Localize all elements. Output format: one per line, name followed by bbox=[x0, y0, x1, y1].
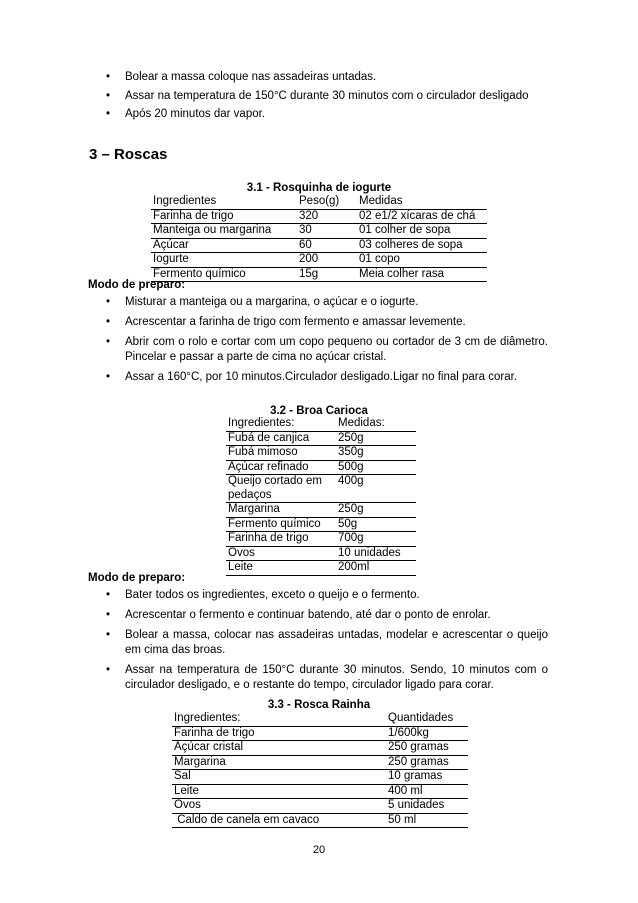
table-cell: Meia colher rasa bbox=[357, 267, 487, 282]
bullet-icon: • bbox=[106, 296, 111, 308]
list-item bbox=[88, 608, 548, 623]
list-item-text: Assar a 160°C, por 10 minutos.Circulador desligado.Ligar no final para corar. bbox=[125, 371, 517, 383]
table-row bbox=[226, 546, 416, 561]
method-heading: Modo de preparo: bbox=[88, 572, 186, 584]
bullet-icon: • bbox=[106, 589, 111, 601]
table-cell: 200 bbox=[297, 253, 357, 268]
recipe-title: 3.3 - Rosca Rainha bbox=[267, 699, 371, 711]
list-item-text: Misturar a manteiga ou a margarina, o açúcar e o iogurte. bbox=[125, 296, 419, 308]
recipe-title: 3.2 - Broa Carioca bbox=[270, 405, 368, 417]
table-header-row bbox=[172, 712, 468, 726]
table-row bbox=[226, 446, 416, 461]
table-row bbox=[226, 517, 416, 532]
section-title: 3 – Roscas bbox=[89, 146, 168, 163]
table-row bbox=[172, 726, 468, 741]
list-item-text: Assar na temperatura de 150°C durante 30 minutos com o circulador desligado bbox=[125, 89, 529, 102]
list-item-text: Bater todos os ingredientes, exceto o queijo e o fermento. bbox=[125, 589, 420, 601]
table-header-cell: Quantidades bbox=[386, 712, 468, 726]
bullet-icon: • bbox=[106, 629, 111, 641]
ingredients-table-3-1 bbox=[151, 195, 487, 282]
table-row bbox=[172, 799, 468, 814]
table-cell: 03 colheres de sopa bbox=[357, 238, 487, 253]
ingredients-table-3-3 bbox=[172, 712, 468, 828]
table-cell: Fermento químico bbox=[226, 517, 336, 532]
table-cell: 60 bbox=[297, 238, 357, 253]
bullet-icon: • bbox=[106, 336, 111, 348]
table-cell: 10 gramas bbox=[386, 770, 468, 785]
table-header-cell: Ingredientes bbox=[151, 195, 297, 209]
table-cell: Queijo cortado em pedaços bbox=[226, 475, 336, 503]
list-item bbox=[88, 107, 548, 122]
table-cell: Farinha de trigo bbox=[226, 532, 336, 547]
list-item-text: Abrir com o rolo e cortar com um copo pequeno ou cortador de 3 cm de diâmetro. Pincelar e passar a parte de cima no açúcar cristal. bbox=[125, 336, 548, 363]
list-item-text: Assar na temperatura de 150°C durante 30 minutos. Sendo, 10 minutos com o circulador desligado, e o restante do tempo, circulador ligado para corar. bbox=[125, 664, 548, 691]
table-row bbox=[226, 475, 416, 503]
table-cell: Ovos bbox=[226, 546, 336, 561]
table-cell: Caldo de canela em cavaco bbox=[172, 813, 386, 828]
table-row bbox=[151, 224, 487, 239]
table-cell: 01 colher de sopa bbox=[357, 224, 487, 239]
table-header-row bbox=[151, 195, 487, 209]
table-cell: 400 ml bbox=[386, 784, 468, 799]
table-cell: Leite bbox=[172, 784, 386, 799]
table-cell: Açúcar bbox=[151, 238, 297, 253]
table-cell: 250g bbox=[336, 503, 416, 518]
table-cell: Ovos bbox=[172, 799, 386, 814]
list-item-text: Bolear a massa, colocar nas assadeiras untadas, modelar e acrescentar o queijo em cima das broas. bbox=[125, 629, 548, 656]
table-cell: Sal bbox=[172, 770, 386, 785]
table-cell: 250 gramas bbox=[386, 755, 468, 770]
table-cell: Fubá de canjica bbox=[226, 431, 336, 446]
list-item bbox=[88, 588, 548, 603]
table-cell: Manteiga ou margarina bbox=[151, 224, 297, 239]
table-row bbox=[226, 460, 416, 475]
table-cell: 700g bbox=[336, 532, 416, 547]
table-row bbox=[151, 253, 487, 268]
bullet-icon: • bbox=[106, 664, 111, 676]
bullet-icon: • bbox=[106, 89, 111, 102]
table-cell: 1/600kg bbox=[386, 726, 468, 741]
intro-bullet-list bbox=[88, 70, 548, 126]
table-cell: 10 unidades bbox=[336, 546, 416, 561]
table-cell: 320 bbox=[297, 209, 357, 224]
table-header-cell: Medidas: bbox=[336, 417, 416, 431]
table-row bbox=[172, 813, 468, 828]
table-cell: Iogurte bbox=[151, 253, 297, 268]
bullet-icon: • bbox=[106, 371, 111, 383]
table-cell: 200ml bbox=[336, 561, 416, 576]
table-header-cell: Ingredientes: bbox=[226, 417, 336, 431]
table-header-cell: Peso(g) bbox=[297, 195, 357, 209]
list-item-text: Após 20 minutos dar vapor. bbox=[125, 108, 265, 120]
table-row bbox=[226, 503, 416, 518]
bullet-icon: • bbox=[106, 609, 111, 621]
table-cell: Margarina bbox=[172, 755, 386, 770]
list-item-text: Acrescentar o fermento e continuar batendo, até dar o ponto de enrolar. bbox=[125, 609, 491, 621]
list-item bbox=[88, 70, 548, 85]
table-cell: Fermento químico bbox=[151, 267, 297, 282]
table-cell: 30 bbox=[297, 224, 357, 239]
list-item bbox=[88, 663, 548, 693]
list-item-text: Bolear a massa coloque nas assadeiras untadas. bbox=[125, 71, 377, 83]
table-row bbox=[151, 209, 487, 224]
table-cell: 01 copo bbox=[357, 253, 487, 268]
list-item bbox=[88, 628, 548, 658]
table-row bbox=[172, 755, 468, 770]
list-item bbox=[88, 89, 548, 104]
list-item bbox=[88, 295, 548, 310]
table-row bbox=[151, 267, 487, 282]
table-row bbox=[172, 770, 468, 785]
list-item-text: Acrescentar a farinha de trigo com fermento e amassar levemente. bbox=[125, 316, 466, 328]
table-row bbox=[172, 741, 468, 756]
table-cell: 500g bbox=[336, 460, 416, 475]
table-cell: 50 ml bbox=[386, 813, 468, 828]
list-item bbox=[88, 335, 548, 365]
table-row bbox=[226, 431, 416, 446]
method-heading: Modo de preparo: bbox=[88, 279, 186, 291]
table-cell: 15g bbox=[297, 267, 357, 282]
table-row bbox=[226, 532, 416, 547]
table-row bbox=[151, 238, 487, 253]
method-steps-3-2 bbox=[88, 588, 548, 698]
list-item bbox=[88, 315, 548, 330]
table-cell: 250 gramas bbox=[386, 741, 468, 756]
table-header-cell: Medidas bbox=[357, 195, 487, 209]
table-cell: Margarina bbox=[226, 503, 336, 518]
table-cell: 400g bbox=[336, 475, 416, 503]
page-number: 20 bbox=[312, 844, 326, 856]
table-row bbox=[172, 784, 468, 799]
table-cell: 250g bbox=[336, 431, 416, 446]
table-cell: Leite bbox=[226, 561, 336, 576]
table-row bbox=[226, 561, 416, 576]
table-cell: 02 e1/2 xícaras de chá bbox=[357, 209, 487, 224]
method-steps-3-1 bbox=[88, 295, 548, 390]
table-cell: Açúcar refinado bbox=[226, 460, 336, 475]
bullet-icon: • bbox=[106, 316, 111, 328]
recipe-title: 3.1 - Rosquinha de iogurte bbox=[246, 182, 392, 194]
bullet-icon: • bbox=[106, 71, 111, 83]
table-cell: 50g bbox=[336, 517, 416, 532]
table-cell: Fubá mimoso bbox=[226, 446, 336, 461]
table-header-cell: Ingredientes: bbox=[172, 712, 386, 726]
bullet-icon: • bbox=[106, 108, 111, 120]
table-cell: 5 unidades bbox=[386, 799, 468, 814]
list-item bbox=[88, 370, 548, 385]
table-header-row bbox=[226, 417, 416, 431]
table-cell: Açúcar cristal bbox=[172, 741, 386, 756]
table-cell: Farinha de trigo bbox=[172, 726, 386, 741]
ingredients-table-3-2 bbox=[226, 417, 416, 576]
table-cell: Farinha de trigo bbox=[151, 209, 297, 224]
table-cell: 350g bbox=[336, 446, 416, 461]
